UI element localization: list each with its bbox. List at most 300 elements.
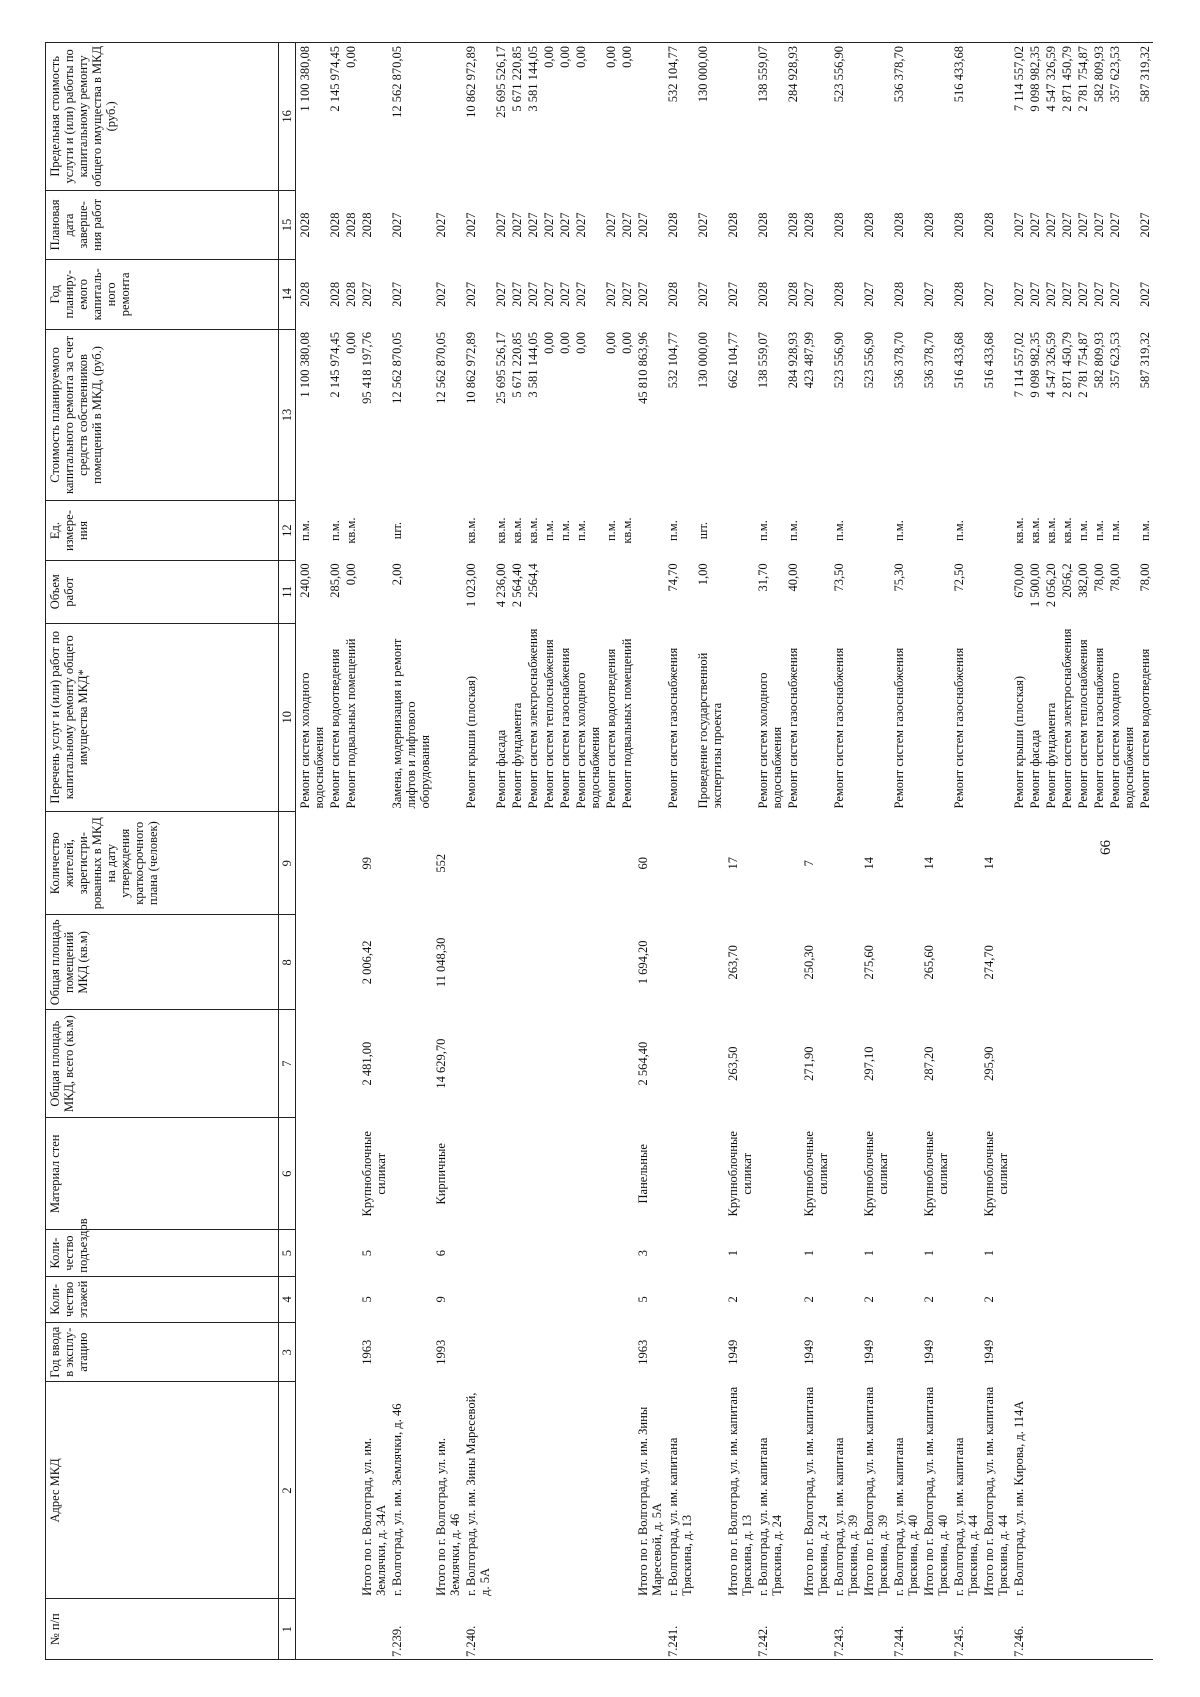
cell-col-14: 2028 — [786, 281, 800, 307]
cell-col-10: Ремонт систем водоотведения — [328, 648, 342, 809]
table-row — [359, 43, 389, 1660]
column-number-8: 8 — [279, 915, 296, 1010]
cell-col-3 — [665, 1322, 695, 1381]
cell-col-7 — [951, 1010, 981, 1118]
cell-col-13: 45 810 863,96 — [636, 332, 650, 404]
cell-col-10 — [921, 623, 951, 811]
column-number-6: 6 — [279, 1118, 296, 1230]
column-header-2: Адрес МКД — [46, 1382, 279, 1599]
cell-col-11 — [861, 560, 891, 623]
cell-col-15: 2027 — [542, 212, 556, 238]
cell-col-8 — [619, 915, 635, 1010]
cell-col-3 — [785, 1322, 801, 1381]
cell-col-6 — [525, 1118, 541, 1230]
table-row — [951, 43, 981, 1660]
cell-col-5 — [463, 1230, 493, 1276]
cell-col-14: 2027 — [1044, 281, 1058, 307]
cell-col-3: 1963 — [360, 1339, 374, 1365]
cell-col-5 — [1137, 1230, 1153, 1276]
cell-col-9 — [603, 811, 619, 915]
cell-col-16: 582 809,93 — [1091, 43, 1107, 191]
cell-col-15: 2027 — [1092, 212, 1106, 238]
cell-col-8 — [1011, 915, 1027, 1010]
cell-col-14: 2027 — [558, 281, 572, 307]
cell-col-1 — [557, 1599, 573, 1660]
cell-col-13: 516 433,68 — [952, 332, 966, 389]
cell-col-13: 4 547 326,59 — [1044, 332, 1058, 398]
cell-col-15: 2028 — [802, 212, 816, 238]
cell-col-8 — [557, 915, 573, 1010]
cell-col-12: п.м. — [786, 520, 800, 542]
cell-col-12: шт. — [696, 521, 710, 540]
cell-col-3 — [1075, 1322, 1091, 1381]
cell-col-16: 7 114 557,02 — [1011, 43, 1027, 191]
cell-col-12: п.м. — [892, 520, 906, 542]
cell-col-8 — [1059, 915, 1075, 1010]
cell-col-13: 12 562 870,05 — [390, 332, 404, 404]
table-row — [296, 43, 328, 1660]
cell-col-16: 12 562 870,05 — [389, 43, 433, 191]
cell-col-12: п.м. — [558, 520, 572, 542]
cell-col-8 — [831, 915, 861, 1010]
cell-col-8 — [1043, 915, 1059, 1010]
cell-col-1 — [801, 1599, 831, 1660]
cell-col-11 — [433, 560, 463, 623]
cell-col-4: 5 — [636, 1296, 650, 1303]
cell-col-13: 0,00 — [574, 332, 588, 354]
cell-col-9 — [1027, 811, 1043, 915]
cell-col-8 — [785, 915, 801, 1010]
cell-col-13: 536 378,70 — [922, 332, 936, 389]
cell-col-6 — [389, 1118, 433, 1230]
cell-col-1 — [1059, 1599, 1075, 1660]
cell-col-16: 587 319,32 — [1137, 43, 1153, 191]
cell-col-12: п.м. — [666, 520, 680, 542]
cell-col-8: 263,70 — [726, 945, 740, 980]
cell-col-2 — [296, 1382, 328, 1599]
cell-col-7 — [343, 1010, 359, 1118]
cell-col-11 — [603, 560, 619, 623]
cell-col-13: 3 581 144,05 — [526, 332, 540, 398]
cell-col-5 — [389, 1230, 433, 1276]
cell-col-2: г. Волгоград, ул. им. капитана Тряскина, д. 40 — [892, 1437, 920, 1596]
cell-col-10: Ремонт систем холодного водоснабжения — [574, 672, 602, 809]
cell-col-9 — [1043, 811, 1059, 915]
cell-col-11 — [981, 560, 1011, 623]
cell-col-10 — [433, 623, 463, 811]
cell-col-5: 1 — [862, 1249, 876, 1257]
cell-col-13: 12 562 870,05 — [434, 332, 448, 404]
cell-col-3 — [525, 1322, 541, 1381]
cell-col-1 — [603, 1599, 619, 1660]
cell-col-7 — [463, 1010, 493, 1118]
cell-col-14: 2027 — [494, 281, 508, 307]
cell-col-10: Проведение государственной экспертизы проекта — [696, 652, 724, 809]
cell-col-3 — [573, 1322, 603, 1381]
column-number-10: 10 — [279, 623, 296, 811]
cell-col-16 — [433, 43, 463, 191]
column-number-7: 7 — [279, 1010, 296, 1118]
table-row — [785, 43, 801, 1660]
cell-col-6 — [1091, 1118, 1107, 1230]
cell-col-3 — [755, 1322, 785, 1381]
cell-col-4 — [603, 1276, 619, 1322]
cell-col-7 — [619, 1010, 635, 1118]
column-header-13: Стоимость планируемого капитального ремонта за счет средств собственников помещений в МКД, (руб.) — [46, 329, 279, 501]
cell-col-9 — [1075, 811, 1091, 915]
cell-col-6 — [1059, 1118, 1075, 1230]
cell-col-14: 2027 — [1138, 281, 1152, 307]
table-row — [635, 43, 665, 1660]
cell-col-6: Крупноблочные силикат — [862, 1131, 890, 1217]
cell-col-16 — [921, 43, 951, 191]
cell-col-2: Итого по г. Волгоград, ул. им. Землячки, д. 34А — [360, 1437, 388, 1596]
cell-col-15: 2027 — [510, 212, 524, 238]
cell-col-1: 7.245. — [951, 1599, 981, 1660]
cell-col-13: 0,00 — [558, 332, 572, 354]
cell-col-7 — [785, 1010, 801, 1118]
cell-col-8 — [695, 915, 725, 1010]
cell-col-11: 0,00 — [344, 563, 358, 586]
cell-col-13: 138 559,07 — [756, 332, 770, 389]
cell-col-2 — [619, 1382, 635, 1599]
cell-col-8: 2 006,42 — [360, 940, 374, 985]
cell-col-12: кв.м. — [344, 517, 358, 544]
cell-col-1 — [509, 1599, 525, 1660]
cell-col-9 — [1091, 811, 1107, 915]
cell-col-6: Крупноблочные силикат — [802, 1131, 830, 1217]
cell-col-8 — [493, 915, 509, 1010]
cell-col-4 — [891, 1276, 921, 1322]
cell-col-10: Ремонт фасада — [494, 729, 508, 809]
column-header-9: Количество жителей, зарегистри-рованных в МКД на дату утверждения краткосрочного плана (человек) — [46, 811, 279, 915]
cell-col-15: 2027 — [494, 212, 508, 238]
cell-col-6 — [1075, 1118, 1091, 1230]
cell-col-14: 2027 — [726, 281, 740, 307]
cell-col-6 — [463, 1118, 493, 1230]
cell-col-2 — [695, 1382, 725, 1599]
cell-col-3 — [327, 1322, 343, 1381]
table-row — [725, 43, 755, 1660]
cell-col-13: 0,00 — [344, 332, 358, 354]
cell-col-1 — [1043, 1599, 1059, 1660]
cell-col-8 — [891, 915, 921, 1010]
cell-col-5 — [525, 1230, 541, 1276]
cell-col-3 — [343, 1322, 359, 1381]
table-row — [1027, 43, 1043, 1660]
column-number-14: 14 — [279, 260, 296, 329]
cell-col-6: Крупноблочные силикат — [922, 1131, 950, 1217]
cell-col-15: 2028 — [832, 212, 846, 238]
cell-col-10: Ремонт систем газоснабжения — [666, 647, 680, 809]
cell-col-7 — [1059, 1010, 1075, 1118]
cell-col-4 — [619, 1276, 635, 1322]
cell-col-12: п.м. — [1076, 520, 1090, 542]
cell-col-7 — [525, 1010, 541, 1118]
cell-col-2 — [525, 1382, 541, 1599]
cell-col-3 — [557, 1322, 573, 1381]
cell-col-11: 2,00 — [390, 563, 404, 586]
cell-col-1 — [921, 1599, 951, 1660]
cell-col-13: 523 556,90 — [862, 332, 876, 389]
cell-col-2 — [573, 1382, 603, 1599]
cell-col-12: кв.м. — [510, 517, 524, 544]
cell-col-13: 9 098 982,35 — [1028, 332, 1042, 398]
cell-col-2: Итого по г. Волгоград, ул. им. капитана Тряскина, д. 40 — [922, 1386, 950, 1596]
cell-col-6 — [296, 1118, 328, 1230]
cell-col-8: 265,60 — [922, 945, 936, 980]
cell-col-1 — [1027, 1599, 1043, 1660]
cell-col-2: Итого по г. Волгоград, ул. им. Землячки, д. 46 — [434, 1437, 462, 1596]
cell-col-4 — [541, 1276, 557, 1322]
cell-col-15: 2028 — [666, 212, 680, 238]
cell-col-9: 552 — [434, 853, 448, 873]
table-row — [343, 43, 359, 1660]
cell-col-10: Ремонт систем водоотведения — [604, 648, 618, 809]
cell-col-10: Ремонт фасада — [1028, 729, 1042, 809]
cell-col-11: 2056,2 — [1060, 563, 1074, 598]
cell-col-6 — [1137, 1118, 1153, 1230]
cell-col-3 — [389, 1322, 433, 1381]
cell-col-12: п.м. — [604, 520, 618, 542]
cell-col-4 — [755, 1276, 785, 1322]
cell-col-10: Ремонт подвальных помещений — [344, 638, 358, 809]
cell-col-6: Кирпичные — [434, 1143, 448, 1205]
cell-col-13: 5 671 220,85 — [510, 332, 524, 398]
cell-col-15: 2028 — [892, 212, 906, 238]
cell-col-14: 2027 — [982, 281, 996, 307]
cell-col-11: 73,50 — [832, 563, 846, 592]
cell-col-16: 1 100 380,08 — [296, 43, 328, 191]
cell-col-4 — [695, 1276, 725, 1322]
table-row — [389, 43, 433, 1660]
cell-col-12: кв.м. — [1044, 517, 1058, 544]
cell-col-11 — [557, 560, 573, 623]
cell-col-14: 2027 — [1092, 281, 1106, 307]
cell-col-8 — [665, 915, 695, 1010]
cell-col-14: 2027 — [1076, 281, 1090, 307]
cell-col-9: 7 — [802, 860, 816, 867]
cell-col-2: г. Волгоград, ул. им. капитана Тряскина, д. 24 — [756, 1437, 784, 1596]
cell-col-5 — [343, 1230, 359, 1276]
cell-col-4 — [493, 1276, 509, 1322]
column-number-12: 12 — [279, 501, 296, 560]
cell-col-5 — [1043, 1230, 1059, 1276]
cell-col-3 — [463, 1322, 493, 1381]
cell-col-3 — [541, 1322, 557, 1381]
cell-col-1 — [981, 1599, 1011, 1660]
cell-col-16: 138 559,07 — [755, 43, 785, 191]
cell-col-12: кв.м. — [1028, 517, 1042, 544]
cell-col-7 — [891, 1010, 921, 1118]
cell-col-14: 2027 — [464, 281, 478, 307]
cell-col-7: 2 481,00 — [360, 1041, 374, 1086]
cell-col-12: п.м. — [574, 520, 588, 542]
cell-col-7: 263,50 — [726, 1046, 740, 1081]
cell-col-2 — [1043, 1382, 1059, 1599]
cell-col-5 — [755, 1230, 785, 1276]
cell-col-13: 2 871 450,79 — [1060, 332, 1074, 398]
table-body — [296, 43, 1154, 1660]
cell-col-4 — [343, 1276, 359, 1322]
cell-col-15: 2028 — [756, 212, 770, 238]
table-row — [1075, 43, 1091, 1660]
cell-col-7 — [603, 1010, 619, 1118]
cell-col-13: 0,00 — [542, 332, 556, 354]
cell-col-12: шт. — [390, 521, 404, 540]
cell-col-2: Итого по г. Волгоград, ул. им. Зины Маресевой, д. 5А — [636, 1406, 664, 1596]
cell-col-13: 523 556,90 — [832, 332, 846, 389]
cell-col-14: 2028 — [756, 281, 770, 307]
cell-col-4 — [573, 1276, 603, 1322]
cell-col-11: 285,00 — [328, 563, 342, 598]
cell-col-4 — [1091, 1276, 1107, 1322]
cell-col-15: 2027 — [1028, 212, 1042, 238]
cell-col-6 — [1043, 1118, 1059, 1230]
cell-col-16 — [725, 43, 755, 191]
cell-col-8: 11 048,30 — [434, 937, 448, 988]
cell-col-8 — [1091, 915, 1107, 1010]
cell-col-11: 78,00 — [1108, 563, 1122, 592]
cell-col-12: п.м. — [1108, 520, 1122, 542]
column-number-16: 16 — [279, 43, 296, 191]
cell-col-2 — [1027, 1382, 1043, 1599]
cell-col-4: 2 — [802, 1296, 816, 1303]
cell-col-7 — [1011, 1010, 1027, 1118]
cell-col-13: 10 862 972,89 — [464, 332, 478, 404]
cell-col-6 — [509, 1118, 525, 1230]
cell-col-12: п.м. — [1138, 520, 1152, 542]
table-row — [1137, 43, 1153, 1660]
cell-col-2 — [1059, 1382, 1075, 1599]
table-row — [1011, 43, 1027, 1660]
column-header-15: Плановая дата заверше-ния работ — [46, 190, 279, 259]
column-number-1: 1 — [279, 1599, 296, 1660]
column-number-4: 4 — [279, 1276, 296, 1322]
cell-col-10: Ремонт систем электроснабжения — [1060, 628, 1074, 809]
cell-col-10: Ремонт систем холодного водоснабжения — [756, 672, 784, 809]
cell-col-3 — [1059, 1322, 1075, 1381]
cell-col-8 — [603, 915, 619, 1010]
cell-col-5 — [1075, 1230, 1091, 1276]
cell-col-13: 582 809,93 — [1092, 332, 1106, 389]
cell-col-1: 7.241. — [665, 1599, 695, 1660]
cell-col-7 — [755, 1010, 785, 1118]
cell-col-6 — [831, 1118, 861, 1230]
cell-col-7 — [541, 1010, 557, 1118]
cell-col-8 — [1107, 915, 1137, 1010]
cell-col-4 — [1043, 1276, 1059, 1322]
cell-col-11: 1 023,00 — [464, 563, 478, 608]
cell-col-8 — [573, 915, 603, 1010]
cell-col-6 — [343, 1118, 359, 1230]
cell-col-6 — [891, 1118, 921, 1230]
cell-col-3 — [695, 1322, 725, 1381]
column-number-2: 2 — [279, 1382, 296, 1599]
cell-col-4: 2 — [922, 1296, 936, 1303]
cell-col-15: 2027 — [1076, 212, 1090, 238]
cell-col-9: 14 — [922, 856, 936, 870]
cell-col-13: 536 378,70 — [892, 332, 906, 389]
cell-col-1: 7.243. — [831, 1599, 861, 1660]
cell-col-14: 2028 — [832, 281, 846, 307]
cell-col-7 — [1075, 1010, 1091, 1118]
cell-col-5 — [665, 1230, 695, 1276]
cell-col-9 — [665, 811, 695, 915]
cell-col-9 — [557, 811, 573, 915]
cell-col-8 — [343, 915, 359, 1010]
table-row — [1059, 43, 1075, 1660]
cell-col-16: 4 547 326,59 — [1043, 43, 1059, 191]
cell-col-9 — [463, 811, 493, 915]
cell-col-1 — [695, 1599, 725, 1660]
table-row — [1107, 43, 1137, 1660]
cell-col-4 — [389, 1276, 433, 1322]
cell-col-10: Ремонт систем теплоснабжения — [542, 639, 556, 809]
cell-col-5 — [557, 1230, 573, 1276]
cell-col-14: 2027 — [636, 281, 650, 307]
cell-col-16: 5 671 220,85 — [509, 43, 525, 191]
cell-col-13: 532 104,77 — [666, 332, 680, 389]
cell-col-7 — [327, 1010, 343, 1118]
cell-col-4 — [557, 1276, 573, 1322]
column-number-11: 11 — [279, 560, 296, 623]
cell-col-4 — [1075, 1276, 1091, 1322]
cell-col-10 — [725, 623, 755, 811]
cell-col-9 — [695, 811, 725, 915]
cell-col-2 — [1075, 1382, 1091, 1599]
cell-col-2 — [343, 1382, 359, 1599]
cell-col-7: 14 629,70 — [434, 1038, 448, 1089]
cell-col-1: 7.246. — [1011, 1599, 1027, 1660]
cell-col-14: 2027 — [922, 281, 936, 307]
cell-col-3: 1963 — [636, 1339, 650, 1365]
cell-col-4 — [831, 1276, 861, 1322]
cell-col-11 — [541, 560, 557, 623]
table-row — [525, 43, 541, 1660]
column-header-12: Ед. измере-ния — [46, 501, 279, 560]
cell-col-15: 2027 — [1060, 212, 1074, 238]
column-number-9: 9 — [279, 811, 296, 915]
cell-col-16: 0,00 — [619, 43, 635, 191]
cell-col-5 — [1011, 1230, 1027, 1276]
cell-col-4 — [1137, 1276, 1153, 1322]
cell-col-6 — [665, 1118, 695, 1230]
cell-col-3 — [1107, 1322, 1137, 1381]
cell-col-14: 2027 — [574, 281, 588, 307]
cell-col-8 — [525, 915, 541, 1010]
cell-col-1 — [785, 1599, 801, 1660]
cell-col-5 — [327, 1230, 343, 1276]
cell-col-12 — [725, 501, 755, 560]
cell-col-10 — [635, 623, 665, 811]
cell-col-9 — [951, 811, 981, 915]
cell-col-5: 5 — [360, 1249, 374, 1257]
column-header-14: Год планиру-емого капиталь-ного ремонта — [46, 260, 279, 329]
column-header-10: Перечень услуг и (или) работ по капитальному ремонту общего имущества МКД* — [46, 623, 279, 811]
cell-col-11: 1,00 — [696, 563, 710, 586]
cell-col-7 — [389, 1010, 433, 1118]
cell-col-9 — [891, 811, 921, 915]
cell-col-7 — [695, 1010, 725, 1118]
cell-col-13: 516 433,68 — [982, 332, 996, 389]
column-header-1: № п/п — [46, 1599, 279, 1660]
cell-col-10: Замена, модернизация и ремонт лифтов и лифтового оборудования — [390, 638, 432, 809]
cell-col-13: 0,00 — [604, 332, 618, 354]
cell-col-7: 295,90 — [982, 1046, 996, 1081]
cell-col-5 — [1107, 1230, 1137, 1276]
cell-col-14: 2028 — [666, 281, 680, 307]
